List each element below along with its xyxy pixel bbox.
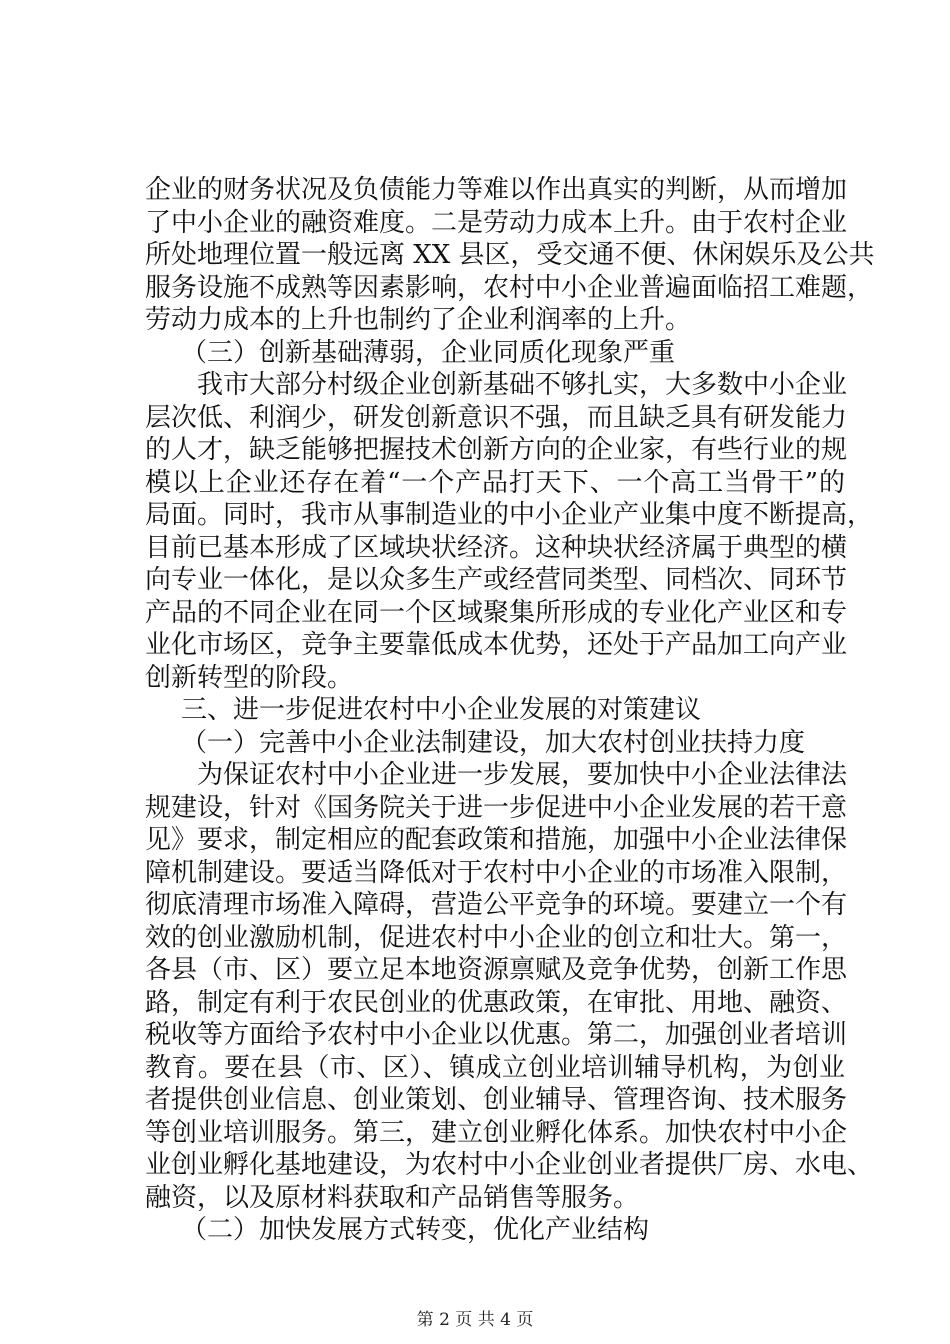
paragraph-line: 向专业一体化，是以众多生产或经营同类型、同档次、同环节 xyxy=(145,565,848,595)
paragraph-line: 产品的不同企业在同一个区域聚集所形成的专业化产业区和专 xyxy=(145,597,848,628)
paragraph-line: 层次低、利润少，研发创新意识不强，而且缺乏具有研发能力 xyxy=(145,402,848,433)
section-heading: （二）加快发展方式转变，优化产业结构 xyxy=(181,1215,650,1245)
paragraph-line: 我市大部分村级企业创新基础不够扎实，大多数中小企业 xyxy=(197,370,848,400)
paragraph-line: 所处地理位置一般远离 XX 县区，受交通不便、休闲娱乐及公共 xyxy=(145,240,875,270)
paragraph-line: 者提供创业信息、创业策划、创业辅导、管理咨询、技术服务 xyxy=(145,1085,848,1115)
paragraph-line: 等创业培训服务。第三，建立创业孵化体系。加快农村中小企 xyxy=(145,1117,848,1148)
paragraph-line: 业创业孵化基地建设，为农村中小企业创业者提供厂房、水电、 xyxy=(145,1150,874,1180)
section-heading: （三）创新基础薄弱，企业同质化现象严重 xyxy=(181,337,676,368)
paragraph-line: 彻底清理市场准入障碍，营造公平竞争的环境。要建立一个有 xyxy=(145,890,848,920)
page-number-footer: 第 2 页 共 4 页 xyxy=(416,1310,534,1330)
document-body xyxy=(145,174,875,1247)
paragraph-line: 目前已基本形成了区域块状经济。这种块状经济属于典型的横 xyxy=(145,532,848,563)
paragraph-line: 创新转型的阶段。 xyxy=(145,662,354,693)
paragraph-line: 教育。要在县（市、区）、镇成立创业培训辅导机构，为创业 xyxy=(145,1052,845,1083)
paragraph-line: 局面。同时，我市从事制造业的中小企业产业集中度不断提高， xyxy=(145,500,874,530)
paragraph-line: 各县（市、区）要立足本地资源禀赋及竞争优势，创新工作思 xyxy=(145,955,848,985)
paragraph-line: 劳动力成本的上升也制约了企业利润率的上升。 xyxy=(145,305,692,335)
chapter-heading: 三、进一步促进农村中小企业发展的对策建议 xyxy=(181,695,702,725)
paragraph-line: 为保证农村中小企业进一步发展，要加快中小企业法律法 xyxy=(197,760,848,790)
paragraph-line: 路，制定有利于农民创业的优惠政策，在审批、用地、融资、 xyxy=(145,987,848,1018)
paragraph-line: 的人才，缺乏能够把握技术创新方向的企业家，有些行业的规 xyxy=(145,435,848,465)
paragraph-line: 企业的财务状况及负债能力等难以作出真实的判断，从而增加 xyxy=(145,175,848,205)
paragraph-line: 税收等方面给予农村中小企业以优惠。第二，加强创业者培训 xyxy=(145,1020,848,1050)
paragraph-line: 障机制建设。要适当降低对于农村中小企业的市场准入限制， xyxy=(145,857,848,888)
section-heading: （一）完善中小企业法制建设，加大农村创业扶持力度 xyxy=(181,727,806,758)
paragraph-line: 见》要求，制定相应的配套政策和措施，加强中小企业法律保 xyxy=(145,825,848,855)
paragraph-line: 效的创业激励机制，促进农村中小企业的创立和壮大。第一， xyxy=(145,922,848,953)
paragraph-line: 融资，以及原材料获取和产品销售等服务。 xyxy=(145,1182,640,1213)
paragraph-line: 了中小企业的融资难度。二是劳动力成本上升。由于农村企业 xyxy=(145,207,848,238)
paragraph-line: 规建设，针对《国务院关于进一步促进中小企业发展的若干意 xyxy=(145,792,848,823)
paragraph-line: 服务设施不成熟等因素影响，农村中小企业普遍面临招工难题， xyxy=(145,272,874,303)
paragraph-line: 模以上企业还存在着“一个产品打天下、一个高工当骨干”的 xyxy=(145,467,845,498)
paragraph-line: 业化市场区，竞争主要靠低成本优势，还处于产品加工向产业 xyxy=(145,630,848,660)
